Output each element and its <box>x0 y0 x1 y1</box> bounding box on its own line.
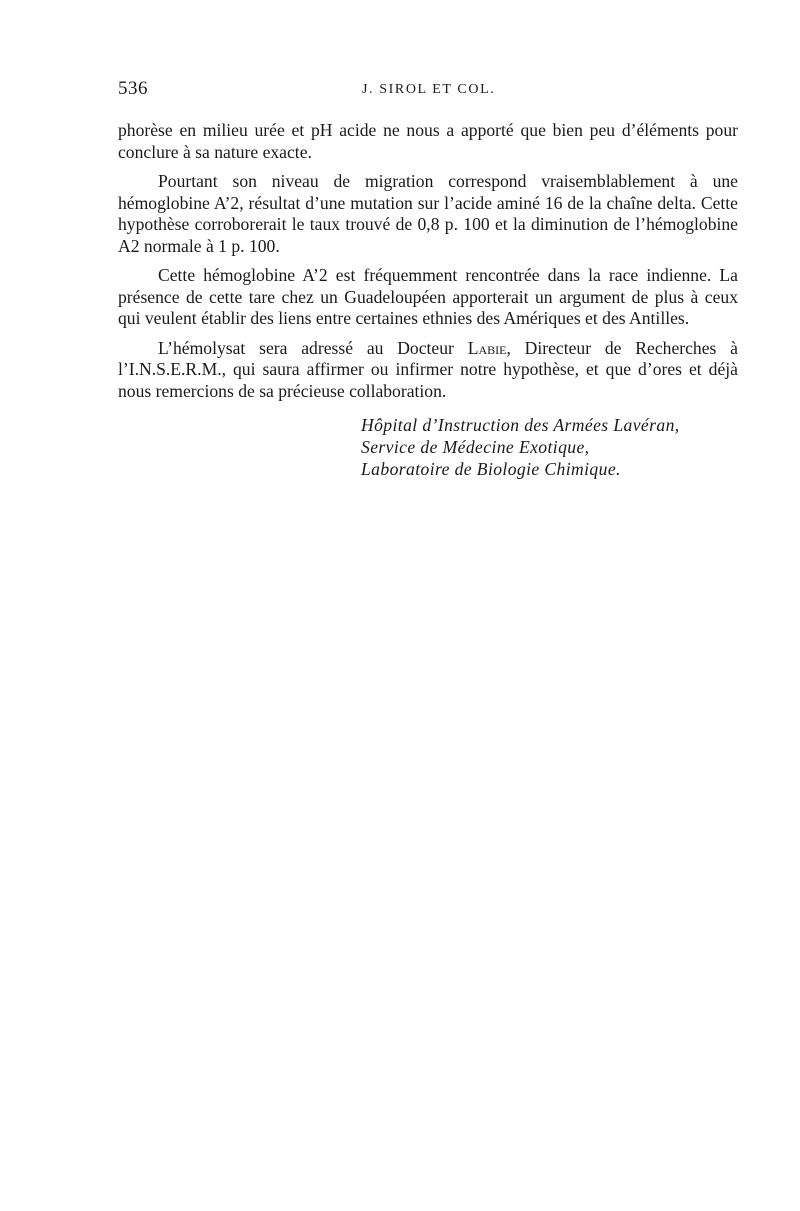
affiliation-laboratory: Laboratoire de Biologie Chimique. <box>361 459 621 479</box>
affiliation-block <box>361 414 741 480</box>
affiliation-service: Service de Médecine Exotique, <box>361 437 590 457</box>
body-text <box>118 120 738 410</box>
paragraph-continuation: phorèse en milieu urée et pH acide ne nous a apporté que bien peu d’éléments pour conclure à sa nature exacte. <box>118 120 738 162</box>
running-title: J. SIROL ET COL. <box>362 82 496 97</box>
paragraph-hemolysate <box>118 338 738 403</box>
paragraph-hemolysate-end: , Directeur de Recherches à l’I.N.S.E.R.M., qui saura affirmer ou infirmer notre hypothèse, et que d’ores et déjà nous remercions de sa précieuse collaboration. <box>118 337 738 401</box>
affiliation-hospital: Hôpital d’Instruction des Armées Lavéran, <box>361 415 680 435</box>
page-number: 536 <box>118 78 148 99</box>
running-header <box>118 78 738 102</box>
paragraph-migration: Pourtant son niveau de migration correspond vraisemblablement à une hémoglobine A’2, résultat d’une mutation sur l’acide aminé 16 de la chaîne delta. Cette hypothèse corroborerait le taux trouvé de 0,8 p. 100 et la diminution de l’hémoglobine A2 normale à 1 p. 100. <box>118 171 738 256</box>
paragraph-frequency: Cette hémoglobine A’2 est fréquemment rencontrée dans la race indienne. La présence de cette tare chez un Guadeloupéen apporterait un argument de plus à ceux qui veulent établir des liens entre certaines ethnies des Amériques et des Antilles. <box>118 265 738 328</box>
paragraph-hemolysate-start: L’hémolysat sera adressé au Docteur <box>158 337 468 358</box>
doctor-name: Labie <box>467 337 507 358</box>
